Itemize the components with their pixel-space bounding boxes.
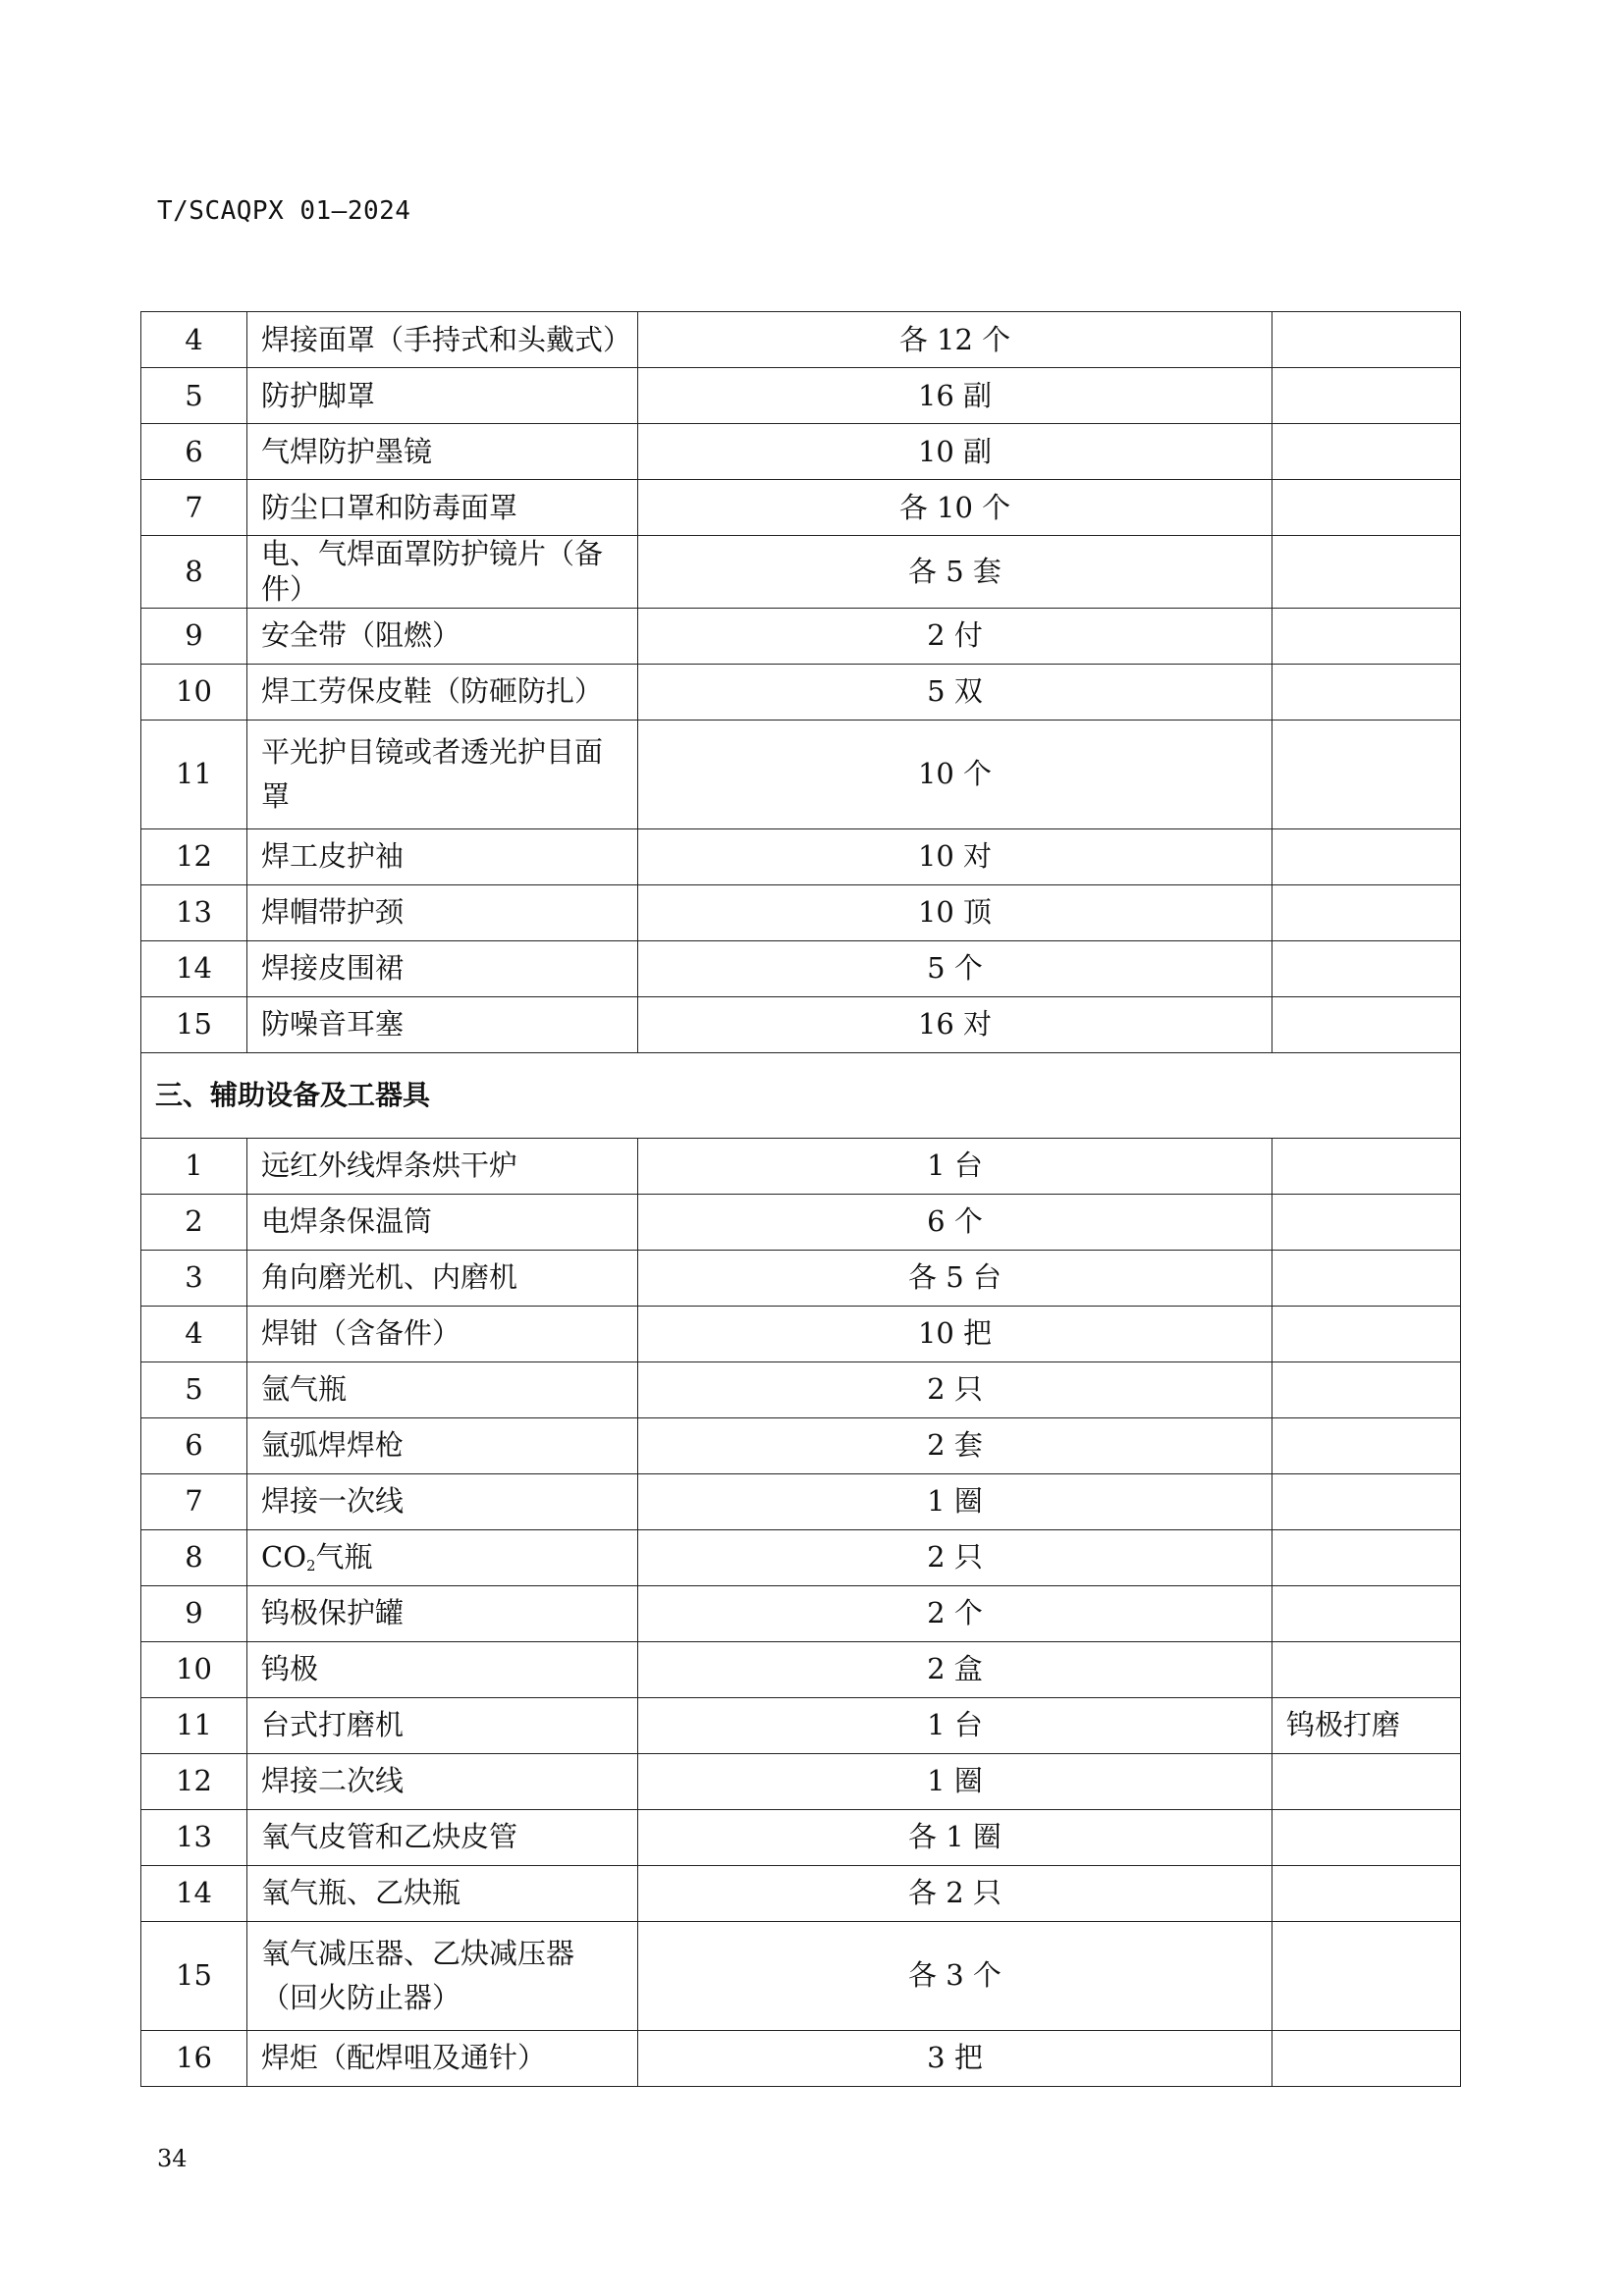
item-name: 焊工皮护袖 <box>247 828 638 884</box>
item-name: 防尘口罩和防毒面罩 <box>247 480 638 536</box>
item-note <box>1272 1921 1461 2030</box>
item-number: 14 <box>141 1865 247 1921</box>
item-number: 4 <box>141 312 247 368</box>
item-quantity: 3 把 <box>638 2030 1272 2086</box>
item-name: 焊炬（配焊咀及通针） <box>247 2030 638 2086</box>
item-name: 氧气皮管和乙炔皮管 <box>247 1809 638 1865</box>
table-row <box>141 1473 1461 1529</box>
item-quantity: 1 台 <box>638 1697 1272 1753</box>
item-note <box>1272 480 1461 536</box>
item-name: 角向磨光机、内磨机 <box>247 1250 638 1306</box>
item-name: 远红外线焊条烘干炉 <box>247 1138 638 1194</box>
table-row <box>141 1921 1461 2030</box>
item-name: 安全带（阻燃） <box>247 608 638 664</box>
item-note <box>1272 1417 1461 1473</box>
item-number: 15 <box>141 996 247 1052</box>
item-note <box>1272 1753 1461 1809</box>
item-note <box>1272 1529 1461 1585</box>
item-number: 11 <box>141 1697 247 1753</box>
item-quantity: 各 2 只 <box>638 1865 1272 1921</box>
item-name: 防护脚罩 <box>247 368 638 424</box>
table-row <box>141 1529 1461 1585</box>
item-quantity: 5 个 <box>638 940 1272 996</box>
item-note <box>1272 940 1461 996</box>
item-note <box>1272 1809 1461 1865</box>
table-row <box>141 720 1461 828</box>
item-name: 焊接皮围裙 <box>247 940 638 996</box>
item-note <box>1272 368 1461 424</box>
section-row <box>141 1052 1461 1138</box>
item-number: 1 <box>141 1138 247 1194</box>
table-row <box>141 480 1461 536</box>
item-note <box>1272 884 1461 940</box>
item-quantity: 2 套 <box>638 1417 1272 1473</box>
item-number: 16 <box>141 2030 247 2086</box>
page-number: 34 <box>157 2145 188 2172</box>
item-quantity: 2 只 <box>638 1362 1272 1417</box>
item-quantity: 2 只 <box>638 1529 1272 1585</box>
item-name: 电焊条保温筒 <box>247 1194 638 1250</box>
item-number: 9 <box>141 1585 247 1641</box>
item-name: 钨极保护罐 <box>247 1585 638 1641</box>
item-number: 5 <box>141 368 247 424</box>
table-row <box>141 1809 1461 1865</box>
table-row <box>141 996 1461 1052</box>
item-number: 7 <box>141 480 247 536</box>
item-quantity: 10 把 <box>638 1306 1272 1362</box>
item-number: 6 <box>141 424 247 480</box>
item-quantity: 5 双 <box>638 664 1272 720</box>
item-quantity: 1 圈 <box>638 1753 1272 1809</box>
equipment-table <box>140 311 1461 2087</box>
item-number: 9 <box>141 608 247 664</box>
item-quantity: 各 12 个 <box>638 312 1272 368</box>
item-note <box>1272 1306 1461 1362</box>
item-note <box>1272 996 1461 1052</box>
item-number: 5 <box>141 1362 247 1417</box>
table-row <box>141 884 1461 940</box>
table-row <box>141 1697 1461 1753</box>
table-row <box>141 608 1461 664</box>
item-note <box>1272 1865 1461 1921</box>
table-row <box>141 1362 1461 1417</box>
table-row <box>141 2030 1461 2086</box>
item-number: 7 <box>141 1473 247 1529</box>
item-quantity: 2 付 <box>638 608 1272 664</box>
table-row <box>141 1865 1461 1921</box>
item-note <box>1272 1473 1461 1529</box>
item-name: 焊帽带护颈 <box>247 884 638 940</box>
item-number: 15 <box>141 1921 247 2030</box>
table-row <box>141 828 1461 884</box>
table-row <box>141 368 1461 424</box>
table-row <box>141 940 1461 996</box>
item-name-subscript: 2 <box>305 1557 316 1575</box>
item-name: 氩气瓶 <box>247 1362 638 1417</box>
item-note <box>1272 2030 1461 2086</box>
item-note <box>1272 720 1461 828</box>
item-quantity: 各 5 套 <box>638 536 1272 609</box>
item-note <box>1272 608 1461 664</box>
item-name: 焊接一次线 <box>247 1473 638 1529</box>
item-note <box>1272 1585 1461 1641</box>
item-name: 焊接面罩（手持式和头戴式） <box>247 312 638 368</box>
item-quantity: 16 对 <box>638 996 1272 1052</box>
item-name: 氩弧焊焊枪 <box>247 1417 638 1473</box>
table-row <box>141 1753 1461 1809</box>
item-note <box>1272 424 1461 480</box>
item-name-suffix: 气瓶 <box>315 1540 373 1575</box>
item-note <box>1272 828 1461 884</box>
item-number: 6 <box>141 1417 247 1473</box>
table-row <box>141 1250 1461 1306</box>
item-number: 11 <box>141 720 247 828</box>
item-note <box>1272 1250 1461 1306</box>
item-name: 气焊防护墨镜 <box>247 424 638 480</box>
item-quantity: 各 10 个 <box>638 480 1272 536</box>
item-name: 台式打磨机 <box>247 1697 638 1753</box>
item-quantity: 各 3 个 <box>638 1921 1272 2030</box>
item-quantity: 2 个 <box>638 1585 1272 1641</box>
item-name: 焊工劳保皮鞋（防砸防扎） <box>247 664 638 720</box>
item-number: 10 <box>141 1641 247 1697</box>
item-quantity: 10 副 <box>638 424 1272 480</box>
table-row <box>141 1417 1461 1473</box>
item-number: 3 <box>141 1250 247 1306</box>
table-row <box>141 1194 1461 1250</box>
item-number: 10 <box>141 664 247 720</box>
item-note <box>1272 536 1461 609</box>
item-name <box>247 1529 638 1585</box>
table-row <box>141 1306 1461 1362</box>
item-quantity: 10 对 <box>638 828 1272 884</box>
item-name: 电、气焊面罩防护镜片（备件） <box>247 536 638 609</box>
item-quantity: 各 5 台 <box>638 1250 1272 1306</box>
item-number: 2 <box>141 1194 247 1250</box>
item-quantity: 10 个 <box>638 720 1272 828</box>
item-quantity: 6 个 <box>638 1194 1272 1250</box>
item-name: 氧气瓶、乙炔瓶 <box>247 1865 638 1921</box>
item-number: 4 <box>141 1306 247 1362</box>
item-number: 14 <box>141 940 247 996</box>
item-note: 钨极打磨 <box>1272 1697 1461 1753</box>
standard-code: T/SCAQPX 01—2024 <box>157 196 411 226</box>
item-name: 钨极 <box>247 1641 638 1697</box>
item-note <box>1272 312 1461 368</box>
item-note <box>1272 1362 1461 1417</box>
item-note <box>1272 664 1461 720</box>
item-number: 13 <box>141 884 247 940</box>
item-note <box>1272 1194 1461 1250</box>
item-name: 平光护目镜或者透光护目面罩 <box>247 720 638 828</box>
table-row <box>141 1585 1461 1641</box>
table-row <box>141 1641 1461 1697</box>
section-title: 三、辅助设备及工器具 <box>141 1052 1461 1138</box>
item-quantity: 10 顶 <box>638 884 1272 940</box>
item-name: 防噪音耳塞 <box>247 996 638 1052</box>
item-note <box>1272 1641 1461 1697</box>
table-row <box>141 424 1461 480</box>
item-number: 8 <box>141 536 247 609</box>
item-quantity: 16 副 <box>638 368 1272 424</box>
table-row <box>141 664 1461 720</box>
item-number: 8 <box>141 1529 247 1585</box>
item-quantity: 1 圈 <box>638 1473 1272 1529</box>
item-name: 焊钳（含备件） <box>247 1306 638 1362</box>
item-number: 12 <box>141 1753 247 1809</box>
item-name: 氧气减压器、乙炔减压器（回火防止器） <box>247 1921 638 2030</box>
item-number: 13 <box>141 1809 247 1865</box>
item-quantity: 2 盒 <box>638 1641 1272 1697</box>
item-name: 焊接二次线 <box>247 1753 638 1809</box>
item-number: 12 <box>141 828 247 884</box>
item-note <box>1272 1138 1461 1194</box>
item-quantity: 各 1 圈 <box>638 1809 1272 1865</box>
table-row <box>141 536 1461 609</box>
table-row <box>141 312 1461 368</box>
item-quantity: 1 台 <box>638 1138 1272 1194</box>
item-name-text: CO <box>261 1540 306 1575</box>
table-row <box>141 1138 1461 1194</box>
